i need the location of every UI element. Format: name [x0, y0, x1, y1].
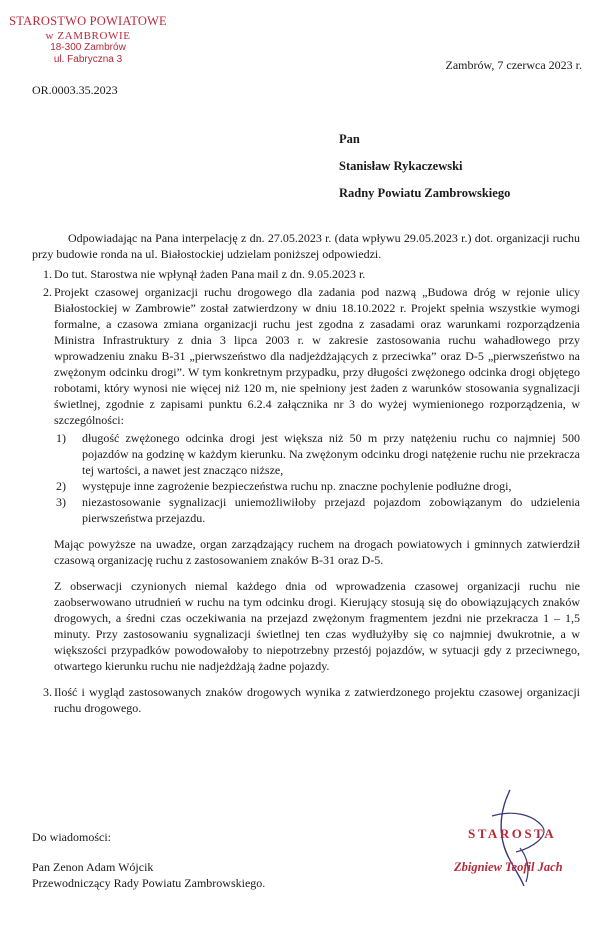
- cc-role: Przewodniczący Rady Powiatu Zambrowskiego.: [32, 876, 266, 890]
- intro-paragraph: Odpowiadając na Pana interpelację z dn. 27.05.2023 r. (data wpływu 29.05.2023 r.) dot. organizacji ruchu przy budowie ronda na ul. Białostockiej udzielam poniższej odpowiedzi.: [32, 231, 580, 261]
- office-stamp: [8, 14, 168, 66]
- condition-text: występuje inne zagrożenie bezpieczeństwa ruchu np. znaczne pochylenie podłużne drogi,: [82, 479, 512, 493]
- conclusion-paragraph: Mając powyższe na uwadze, organ zarządzający ruchem na drogach powiatowych i gminnych zatwierdził czasową organizację ruchu z zastosowaniem znaków B-31 oraz D-5.: [54, 537, 580, 567]
- list-item-number: 1.: [43, 267, 52, 281]
- cc-name: Pan Zenon Adam Wójcik: [32, 860, 154, 874]
- recipient-title: Radny Powiatu Zambrowskiego: [339, 186, 511, 200]
- recipient-salutation: Pan: [339, 132, 360, 146]
- recipient-name: Stanisław Rykaczewski: [339, 159, 463, 173]
- list-item-number: 2.: [43, 285, 52, 299]
- cc-heading: Do wiadomości:: [32, 830, 111, 844]
- office-title: STAROSTA: [468, 826, 557, 841]
- list-item: [32, 284, 580, 674]
- list-item: [32, 684, 580, 716]
- list-item-text: Do tut. Starostwa nie wpłynął żaden Pana mail z dn. 9.05.2023 r.: [54, 267, 366, 281]
- letter-body: [32, 230, 580, 718]
- stamp-line-1: STAROSTWO POWIATOWE: [9, 14, 167, 28]
- stamp-line-3: 18-300 Zambrów: [50, 42, 126, 53]
- condition-number: 2): [56, 479, 66, 493]
- condition-item: [54, 430, 580, 478]
- stamp-line-2: w ZAMBROWIE: [45, 30, 131, 42]
- condition-number: 3): [56, 495, 66, 509]
- signature-block: [432, 786, 592, 896]
- stamp-line-4: ul. Fabryczna 3: [53, 54, 123, 65]
- signatory-name: Zbigniew Teofil Jach: [454, 860, 563, 874]
- conditions-list: [54, 430, 580, 526]
- list-item-text: Ilość i wygląd zastosowanych znaków drogowych wynika z zatwierdzonego projektu czasowej organizacji ruchu drogowego.: [54, 685, 580, 715]
- condition-text: długość zwężonego odcinka drogi jest większa niż 50 m przy natężeniu ruchu co najmniej 500 pojazdów na godzinę w każdym kierunku. Na zwężonym odcinku drogi natężenie ruchu nie przekracza tej wartości, a nawet jest znacząco niższe,: [82, 431, 580, 477]
- observation-paragraph: Z obserwacji czynionych niemal każdego dnia od wprowadzenia czasowej organizacji ruchu nie zaobserwowano utrudnień w ruchu na tym odcinku drogi. Kierujący stosują się do obowiązujących znaków drogowych, a średni czas oczekiwania na przejazd zwężonym fragmentem jezdni nie przekracza 1 – 1,5 minuty. Przy zastosowaniu sygnalizacji świetlnej ten czas wydłużyłby się co najmniej dwukrotnie, a w większości przypadków powodowałoby to niepotrzebny przestój pojazdów, w sytuacji gdy z przeciwnego, otwartego kierunku ruchu nie nadjeżdżają żadne pojazdy.: [54, 579, 580, 673]
- condition-number: 1): [56, 431, 66, 445]
- condition-item: [54, 478, 580, 494]
- recipient-block: [339, 132, 510, 213]
- list-item-text: Projekt czasowej organizacji ruchu drogowego dla zadania pod nazwą „Budowa dróg w rejonie ulicy Białostockiej w Zambrowie” został zatwierdzony w dniu 18.10.2022 r. Projekt spełnia wszystkie wymogi formalne, a czasowa zmiana organizacji ruchu jest zgodna z zasadami oraz warunkami rozporządzenia Ministra Infrastruktury z dnia 3 lipca 2003 r. w zakresie zastosowania ruchu wahadłowego przy wprowadzeniu znaku B-31 „pierwszeństwo dla nadjeżdżających z przeciwka” oraz D-5 „pierwszeństwo na zwężonym odcinku drogi”. W tym konkretnym przypadku, przy długości zwężonego odcinka drogi objętego robotami, który wynosi nie więcej niż 120 m, nie spełniony jest żaden z warunków stosowania sygnalizacji świetlnej, zgodnie z zapisami punktu 6.2.4 załącznika nr 3 do wyżej wymienionego rozporządzenia, w szczególności:: [54, 285, 580, 427]
- list-item: [32, 266, 580, 282]
- list-item-number: 3.: [43, 685, 52, 699]
- cc-block: [32, 829, 265, 891]
- reference-number: OR.0003.35.2023: [32, 83, 118, 97]
- condition-text: niezastosowanie sygnalizacji uniemożliwiłoby przejazd pojazdom zobowiązanym do udzielenia pierwszeństwa przejazdu.: [82, 495, 580, 525]
- numbered-list: [32, 266, 580, 716]
- condition-item: [54, 494, 580, 526]
- letter-date: Zambrów, 7 czerwca 2023 r.: [445, 58, 582, 72]
